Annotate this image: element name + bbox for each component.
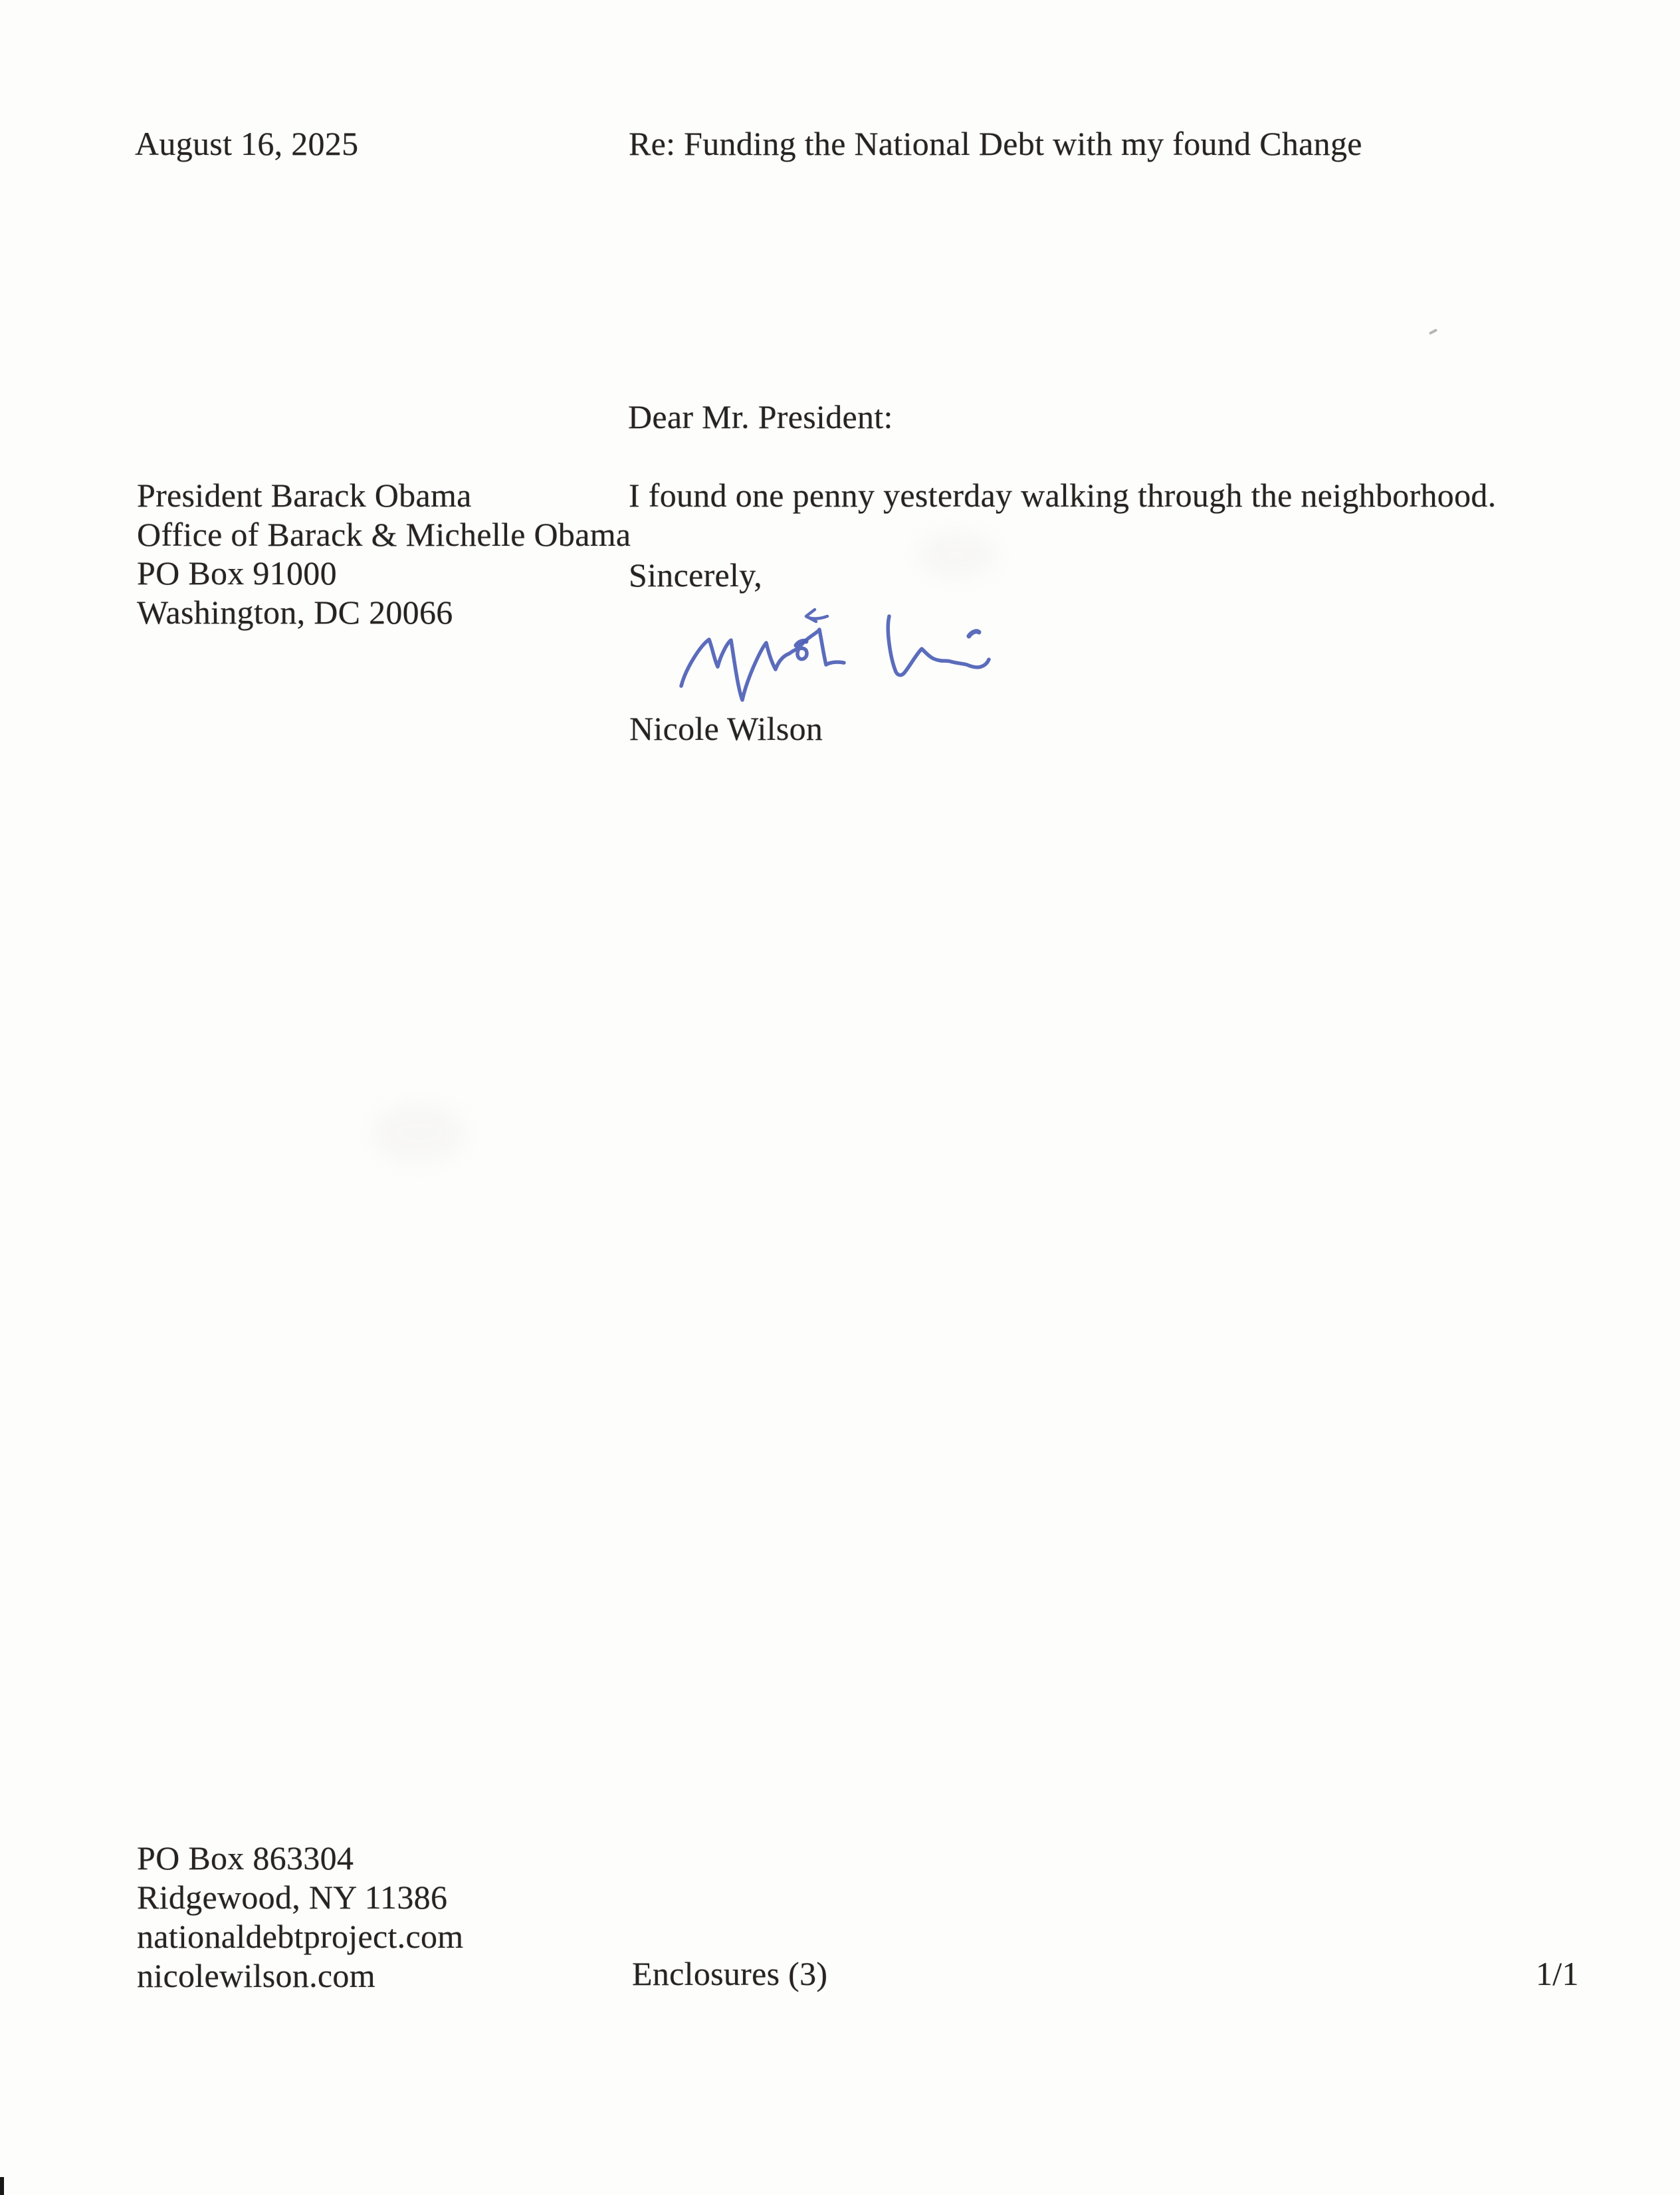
letter-body: I found one penny yesterday walking through the neighborhood.: [629, 477, 1497, 514]
sender-address-block: [137, 1839, 463, 1996]
sender-line: nationaldebtproject.com: [137, 1918, 464, 1955]
scan-smudge: [372, 1103, 465, 1163]
signature-name: Nicole Wilson: [629, 710, 823, 747]
scan-smudge: [917, 532, 997, 578]
scan-artifact-corner-mark: [0, 2177, 4, 2195]
recipient-line: Office of Barack & Michelle Obama: [137, 515, 631, 553]
handwritten-signature: [673, 594, 999, 708]
sender-line: nicolewilson.com: [137, 1957, 375, 1994]
enclosures-note: Enclosures (3): [632, 1955, 828, 1992]
closing: Sincerely,: [629, 556, 763, 594]
letter-date: August 16, 2025: [135, 125, 359, 162]
scan-artifact-speck: [1429, 328, 1437, 335]
page-number: 1/1: [1536, 1955, 1579, 1992]
recipient-line: President Barack Obama: [137, 477, 472, 514]
letter-subject-line: Re: Funding the National Debt with my found Change: [629, 125, 1362, 162]
sender-line: Ridgewood, NY 11386: [137, 1879, 448, 1916]
recipient-line: Washington, DC 20066: [137, 593, 453, 631]
sender-line: PO Box 863304: [137, 1839, 354, 1877]
salutation: Dear Mr. President:: [628, 398, 893, 435]
recipient-line: PO Box 91000: [137, 554, 337, 592]
recipient-address-block: [137, 476, 631, 632]
